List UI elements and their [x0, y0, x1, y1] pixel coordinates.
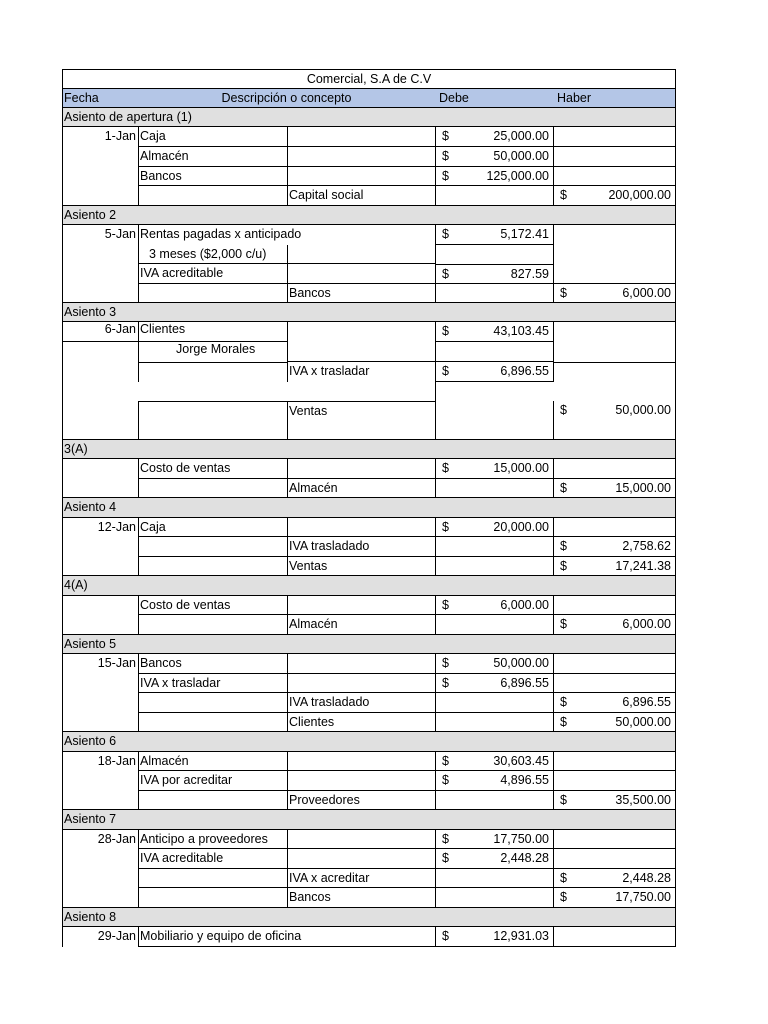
currency-sign: $	[442, 851, 449, 865]
entry-row	[62, 245, 676, 264]
entry-account	[138, 615, 287, 635]
currency-sign: $	[442, 149, 449, 163]
section-row	[62, 498, 676, 518]
entry-haber	[553, 596, 676, 615]
entry-date	[62, 849, 138, 869]
entry-debe	[435, 869, 553, 888]
entry-haber	[553, 479, 676, 498]
entry-date	[62, 479, 138, 498]
section-label: Asiento 2	[62, 206, 676, 225]
entry-credit-cell	[287, 322, 435, 342]
entry-date: 15-Jan	[62, 654, 138, 674]
header-debe: Debe	[435, 89, 553, 108]
entry-haber	[553, 127, 676, 147]
journal-sheet	[62, 69, 676, 947]
entry-credit-cell	[287, 459, 435, 479]
entry-haber	[553, 927, 676, 947]
entry-row	[62, 264, 676, 284]
entry-row	[62, 654, 676, 674]
entry-haber	[553, 693, 676, 713]
entry-credit-account: Proveedores	[287, 791, 435, 810]
haber-amount: 2,448.28	[622, 871, 671, 885]
entry-debe	[435, 342, 553, 362]
entry-credit-cell	[287, 518, 435, 537]
entry-row	[62, 888, 676, 908]
entry-credit-cell	[287, 654, 435, 674]
entry-account: IVA x trasladar	[138, 674, 287, 693]
section-row	[62, 108, 676, 127]
section-label: Asiento 4	[62, 498, 676, 518]
entry-row	[62, 927, 676, 947]
section-row	[62, 576, 676, 596]
entry-account: Almacén	[138, 752, 287, 771]
entry-credit-cell	[287, 771, 435, 791]
entry-row	[62, 322, 676, 342]
entry-row	[62, 713, 676, 732]
entry-credit-account: IVA trasladado	[287, 693, 435, 713]
entry-haber	[553, 245, 676, 264]
entry-account: Costo de ventas	[138, 459, 287, 479]
entry-row	[62, 479, 676, 498]
currency-sign: $	[442, 267, 449, 281]
entry-haber	[553, 518, 676, 537]
entry-credit-account: IVA x trasladar	[287, 362, 435, 382]
haber-amount: 6,896.55	[622, 695, 671, 709]
entry-date: 6-Jan	[62, 322, 138, 342]
entry-row	[62, 186, 676, 206]
entry-account: Bancos	[138, 654, 287, 674]
entry-row	[62, 752, 676, 771]
currency-sign: $	[560, 559, 567, 573]
entry-debe	[435, 127, 553, 147]
haber-amount: 50,000.00	[615, 403, 671, 417]
entry-row	[62, 518, 676, 537]
entry-account: Anticipo a proveedores	[138, 830, 287, 849]
entry-debe	[435, 459, 553, 479]
entry-credit-account: Ventas	[287, 557, 435, 576]
currency-sign: $	[442, 676, 449, 690]
entry-account: Costo de ventas	[138, 596, 287, 615]
entry-date	[62, 869, 138, 888]
currency-sign: $	[560, 695, 567, 709]
entry-row	[62, 557, 676, 576]
entry-account: Bancos	[138, 167, 287, 186]
entry-credit-account: Almacén	[287, 615, 435, 635]
title-row	[62, 69, 676, 89]
currency-sign: $	[560, 403, 567, 417]
currency-sign: $	[442, 832, 449, 846]
entry-debe	[435, 518, 553, 537]
debe-amount: 20,000.00	[493, 520, 549, 534]
entry-row	[62, 147, 676, 167]
entry-debe	[435, 186, 553, 206]
entry-date	[62, 693, 138, 713]
debe-amount: 25,000.00	[493, 129, 549, 143]
debe-amount: 43,103.45	[493, 324, 549, 338]
entry-note: Jorge Morales	[138, 342, 287, 362]
entry-haber	[553, 830, 676, 849]
section-row	[62, 732, 676, 752]
entry-account	[138, 888, 287, 908]
debe-amount: 15,000.00	[493, 461, 549, 475]
debe-amount: 50,000.00	[493, 149, 549, 163]
entry-credit-account: IVA trasladado	[287, 537, 435, 557]
company-title: Comercial, S.A de C.V	[62, 69, 676, 89]
entry-haber	[553, 362, 676, 382]
entry-credit-cell	[287, 830, 435, 849]
entry-date: 12-Jan	[62, 518, 138, 537]
section-label: Asiento 5	[62, 635, 676, 654]
section-label: Asiento 7	[62, 810, 676, 830]
entry-row	[62, 167, 676, 186]
entry-date	[62, 264, 138, 284]
entry-debe	[435, 362, 553, 382]
currency-sign: $	[560, 715, 567, 729]
entry-account: Clientes	[138, 322, 287, 342]
entry-debe	[435, 654, 553, 674]
entry-date	[62, 342, 138, 362]
entry-credit-account: Clientes	[287, 713, 435, 732]
entry-date: 5-Jan	[62, 225, 138, 245]
entry-account	[138, 869, 287, 888]
section-label: Asiento de apertura (1)	[62, 108, 676, 127]
entry-debe	[435, 927, 553, 947]
currency-sign: $	[442, 169, 449, 183]
entry-date	[62, 382, 138, 440]
entry-debe	[435, 791, 553, 810]
header-row	[62, 89, 676, 108]
debe-amount: 30,603.45	[493, 754, 549, 768]
entry-row	[62, 615, 676, 635]
header-descripcion: Descripción o concepto	[138, 89, 435, 108]
entry-date	[62, 888, 138, 908]
section-label: Asiento 6	[62, 732, 676, 752]
entry-date	[62, 284, 138, 303]
entry-haber	[553, 791, 676, 810]
entry-account	[138, 537, 287, 557]
entry-haber	[553, 771, 676, 791]
entry-date: 28-Jan	[62, 830, 138, 849]
entry-account	[138, 713, 287, 732]
entry-account	[138, 557, 287, 576]
entry-debe	[435, 849, 553, 869]
haber-amount: 6,000.00	[622, 617, 671, 631]
haber-amount: 17,241.38	[615, 559, 671, 573]
currency-sign: $	[560, 793, 567, 807]
currency-sign: $	[560, 481, 567, 495]
haber-amount: 50,000.00	[615, 715, 671, 729]
entry-haber	[553, 401, 676, 440]
entry-haber	[553, 186, 676, 206]
entry-date: 18-Jan	[62, 752, 138, 771]
section-label: 3(A)	[62, 440, 676, 459]
entry-date	[62, 459, 138, 479]
debe-amount: 827.59	[510, 267, 549, 281]
entry-debe	[435, 693, 553, 713]
entry-debe	[435, 771, 553, 791]
entry-debe	[435, 752, 553, 771]
haber-amount: 200,000.00	[608, 188, 671, 202]
section-row	[62, 908, 676, 927]
entry-credit-cell	[287, 849, 435, 869]
entry-account	[138, 284, 287, 303]
section-row	[62, 810, 676, 830]
entry-row	[62, 674, 676, 693]
debe-amount: 5,172.41	[500, 227, 549, 241]
entry-haber	[553, 752, 676, 771]
entry-debe	[435, 537, 553, 557]
entry-account: Rentas pagadas x anticipado	[138, 225, 287, 245]
currency-sign: $	[442, 773, 449, 787]
entry-row	[62, 284, 676, 303]
entry-date: 1-Jan	[62, 127, 138, 147]
debe-amount: 6,896.55	[500, 676, 549, 690]
entry-haber	[553, 167, 676, 186]
entry-haber	[553, 264, 676, 284]
entry-account: IVA por acreditar	[138, 771, 287, 791]
entry-haber	[553, 654, 676, 674]
debe-amount: 17,750.00	[493, 832, 549, 846]
currency-sign: $	[442, 598, 449, 612]
entry-debe	[435, 888, 553, 908]
entry-date	[62, 674, 138, 693]
entry-credit-account: IVA x acreditar	[287, 869, 435, 888]
entry-debe	[435, 284, 553, 303]
entry-credit-account: Bancos	[287, 284, 435, 303]
section-row	[62, 440, 676, 459]
entry-debe	[435, 615, 553, 635]
entry-account: IVA acreditable	[138, 849, 287, 869]
entry-credit-cell	[287, 674, 435, 693]
entry-account: Caja	[138, 127, 287, 147]
entry-row	[62, 849, 676, 869]
entry-haber	[553, 557, 676, 576]
header-haber: Haber	[553, 89, 676, 108]
entry-haber	[553, 342, 676, 362]
entry-credit-cell	[287, 596, 435, 615]
entry-date	[62, 147, 138, 167]
entry-date	[62, 167, 138, 186]
entry-account: IVA acreditable	[138, 264, 287, 284]
debe-amount: 4,896.55	[500, 773, 549, 787]
currency-sign: $	[442, 520, 449, 534]
haber-amount: 15,000.00	[615, 481, 671, 495]
entry-credit-account: Almacén	[287, 479, 435, 498]
haber-amount: 35,500.00	[615, 793, 671, 807]
entry-haber	[553, 674, 676, 693]
entry-date	[62, 362, 138, 382]
currency-sign: $	[442, 364, 449, 378]
currency-sign: $	[442, 929, 449, 943]
entry-row	[62, 830, 676, 849]
currency-sign: $	[560, 871, 567, 885]
entry-debe	[435, 167, 553, 186]
entry-credit-cell	[287, 264, 435, 284]
entry-haber	[553, 322, 676, 342]
entry-debe	[435, 147, 553, 167]
entry-account	[138, 479, 287, 498]
entry-date: 29-Jan	[62, 927, 138, 947]
entry-haber	[553, 869, 676, 888]
debe-amount: 2,448.28	[500, 851, 549, 865]
entry-date	[62, 537, 138, 557]
entry-haber	[553, 888, 676, 908]
entry-row	[62, 342, 676, 362]
haber-amount: 6,000.00	[622, 286, 671, 300]
entry-debe	[435, 830, 553, 849]
entry-date	[62, 596, 138, 615]
entry-haber	[553, 225, 676, 245]
currency-sign: $	[560, 188, 567, 202]
debe-amount: 125,000.00	[486, 169, 549, 183]
entry-row	[62, 362, 676, 382]
entry-debe	[435, 713, 553, 732]
entry-account	[138, 401, 287, 440]
currency-sign: $	[442, 461, 449, 475]
entry-row	[62, 693, 676, 713]
section-label: Asiento 8	[62, 908, 676, 927]
entry-debe	[435, 264, 553, 284]
entry-row	[62, 537, 676, 557]
entry-row	[62, 869, 676, 888]
debe-amount: 6,896.55	[500, 364, 549, 378]
entry-row	[62, 459, 676, 479]
entry-credit-cell	[287, 127, 435, 147]
entry-haber	[553, 459, 676, 479]
currency-sign: $	[442, 656, 449, 670]
entry-note: 3 meses ($2,000 c/u)	[138, 245, 287, 264]
entry-account	[138, 362, 287, 382]
entry-account	[138, 791, 287, 810]
section-row	[62, 206, 676, 225]
entry-account	[138, 186, 287, 206]
debe-amount: 12,931.03	[493, 929, 549, 943]
entry-date	[62, 771, 138, 791]
debe-amount: 6,000.00	[500, 598, 549, 612]
entry-credit-cell	[287, 147, 435, 167]
entry-debe	[435, 596, 553, 615]
entry-debe	[435, 674, 553, 693]
entry-date	[62, 615, 138, 635]
entry-haber-spacer	[553, 382, 676, 401]
entry-credit-cell	[287, 225, 435, 245]
currency-sign: $	[442, 129, 449, 143]
entry-credit-account: Capital social	[287, 186, 435, 206]
currency-sign: $	[560, 617, 567, 631]
header-fecha: Fecha	[62, 89, 138, 108]
entry-date	[62, 186, 138, 206]
entry-date	[62, 245, 138, 264]
entry-credit-account: Ventas	[287, 401, 435, 440]
section-row	[62, 635, 676, 654]
entry-account: Almacén	[138, 147, 287, 167]
entry-account: Mobiliario y equipo de oficina	[138, 927, 287, 947]
entry-row	[62, 127, 676, 147]
entry-row	[62, 596, 676, 615]
entry-row	[62, 382, 676, 440]
entry-debe	[435, 479, 553, 498]
currency-sign: $	[442, 227, 449, 241]
entry-debe	[435, 382, 553, 440]
currency-sign: $	[560, 539, 567, 553]
entry-credit-cell	[287, 752, 435, 771]
haber-amount: 2,758.62	[622, 539, 671, 553]
currency-sign: $	[442, 754, 449, 768]
entry-debe	[435, 245, 553, 264]
entry-haber	[553, 615, 676, 635]
entry-row	[62, 791, 676, 810]
currency-sign: $	[442, 324, 449, 338]
haber-amount: 17,750.00	[615, 890, 671, 904]
entry-credit-cell	[287, 342, 435, 362]
section-row	[62, 303, 676, 322]
entry-credit-cell	[287, 927, 435, 947]
entry-credit-cell	[287, 167, 435, 186]
entry-haber	[553, 147, 676, 167]
currency-sign: $	[560, 286, 567, 300]
entry-credit-account: Bancos	[287, 888, 435, 908]
entry-debe	[435, 322, 553, 342]
entry-account: Caja	[138, 518, 287, 537]
entry-credit-cell	[287, 245, 435, 264]
entry-date	[62, 557, 138, 576]
currency-sign: $	[560, 890, 567, 904]
section-label: Asiento 3	[62, 303, 676, 322]
entry-account	[138, 693, 287, 713]
entry-date	[62, 791, 138, 810]
entry-haber	[553, 849, 676, 869]
entry-debe	[435, 557, 553, 576]
section-label: 4(A)	[62, 576, 676, 596]
entry-debe	[435, 225, 553, 245]
debe-amount: 50,000.00	[493, 656, 549, 670]
entry-haber	[553, 284, 676, 303]
entry-row	[62, 225, 676, 245]
entry-haber	[553, 713, 676, 732]
entry-date	[62, 713, 138, 732]
entry-row	[62, 771, 676, 791]
entry-haber	[553, 537, 676, 557]
